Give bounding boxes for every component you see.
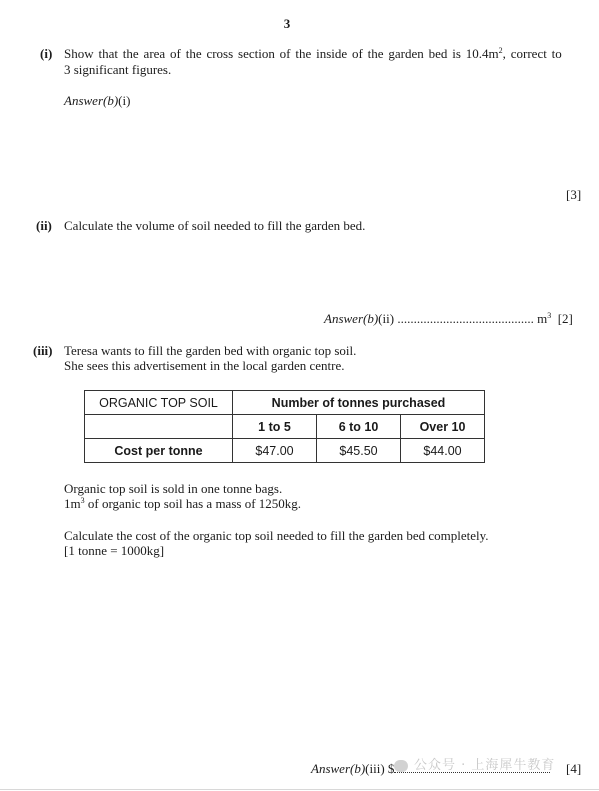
price-table bbox=[84, 390, 485, 463]
table-header-row bbox=[85, 391, 485, 415]
info-line2 bbox=[64, 496, 301, 512]
part-ii-answer-word: Answer(b) bbox=[324, 311, 379, 326]
page-number: 3 bbox=[283, 16, 291, 31]
part-iii-text-line2: She sees this advertisement in the local garden centre. bbox=[64, 358, 345, 373]
part-i-answer-word: Answer(b) bbox=[64, 93, 119, 108]
column-header-6-to-10: 6 to 10 bbox=[317, 415, 401, 439]
watermark-logo-icon bbox=[394, 760, 408, 772]
part-i-answer-part: (i) bbox=[118, 93, 131, 108]
part-i-text-start: Show that the area of the cross section of the inside of the garden bed is 10.4 bbox=[64, 46, 489, 61]
table-row bbox=[85, 439, 485, 463]
part-ii-answer-line bbox=[324, 311, 573, 327]
part-i-question-line1 bbox=[64, 46, 562, 62]
part-i-marks: [3] bbox=[566, 187, 582, 202]
part-i-label: (i) bbox=[40, 46, 53, 61]
price-over-10: $44.00 bbox=[401, 439, 485, 463]
part-iii-text-line1: Teresa wants to fill the garden bed with organic top soil. bbox=[64, 343, 357, 358]
row-label-cost: Cost per tonne bbox=[85, 439, 233, 463]
column-header-over-10: Over 10 bbox=[401, 415, 485, 439]
part-i-area-unit: m bbox=[488, 46, 499, 61]
bottom-divider bbox=[0, 789, 599, 790]
price-6-to-10: $45.50 bbox=[317, 439, 401, 463]
part-i-area-unit-power: 2 bbox=[498, 46, 503, 55]
info-line2-unit: m bbox=[70, 496, 81, 511]
part-iii-label: (iii) bbox=[33, 343, 53, 358]
part-iii-marks: [4] bbox=[566, 761, 582, 776]
part-iii-answer-part: (iii) $ bbox=[365, 761, 395, 776]
info-line2-quantity: 1 bbox=[64, 496, 71, 511]
part-i-text-end: , correct to bbox=[502, 46, 562, 61]
info-line2-text: of organic top soil has a mass of 1250kg. bbox=[84, 496, 302, 511]
part-iii-answer-word: Answer(b) bbox=[311, 761, 366, 776]
table-group-header: Number of tonnes purchased bbox=[233, 391, 485, 415]
part-ii-answer-part: (ii) bbox=[378, 311, 395, 326]
part-ii-unit: m bbox=[537, 311, 548, 326]
info-line1: Organic top soil is sold in one tonne bags. bbox=[64, 481, 283, 496]
column-header-1-to-5: 1 to 5 bbox=[233, 415, 317, 439]
table-title: ORGANIC TOP SOIL bbox=[85, 391, 233, 415]
part-i-question-line2: 3 significant figures. bbox=[64, 62, 172, 77]
table-column-row bbox=[85, 415, 485, 439]
calc-line2: [1 tonne = 1000kg] bbox=[64, 543, 165, 558]
table-empty-cell bbox=[85, 415, 233, 439]
calc-line1: Calculate the cost of the organic top soil needed to fill the garden bed completely. bbox=[64, 528, 489, 543]
part-i-answer-label bbox=[64, 93, 130, 109]
watermark: 公众号 · 上海犀牛教育 bbox=[414, 758, 556, 773]
part-ii-label: (ii) bbox=[36, 218, 52, 233]
part-ii-answer-dots: .......................................... bbox=[397, 311, 534, 326]
part-ii-unit-power: 3 bbox=[547, 311, 552, 320]
part-ii-marks: [2] bbox=[557, 311, 573, 326]
info-line2-unit-power: 3 bbox=[80, 496, 85, 505]
price-1-to-5: $47.00 bbox=[233, 439, 317, 463]
part-ii-question: Calculate the volume of soil needed to fill the garden bed. bbox=[64, 218, 366, 233]
